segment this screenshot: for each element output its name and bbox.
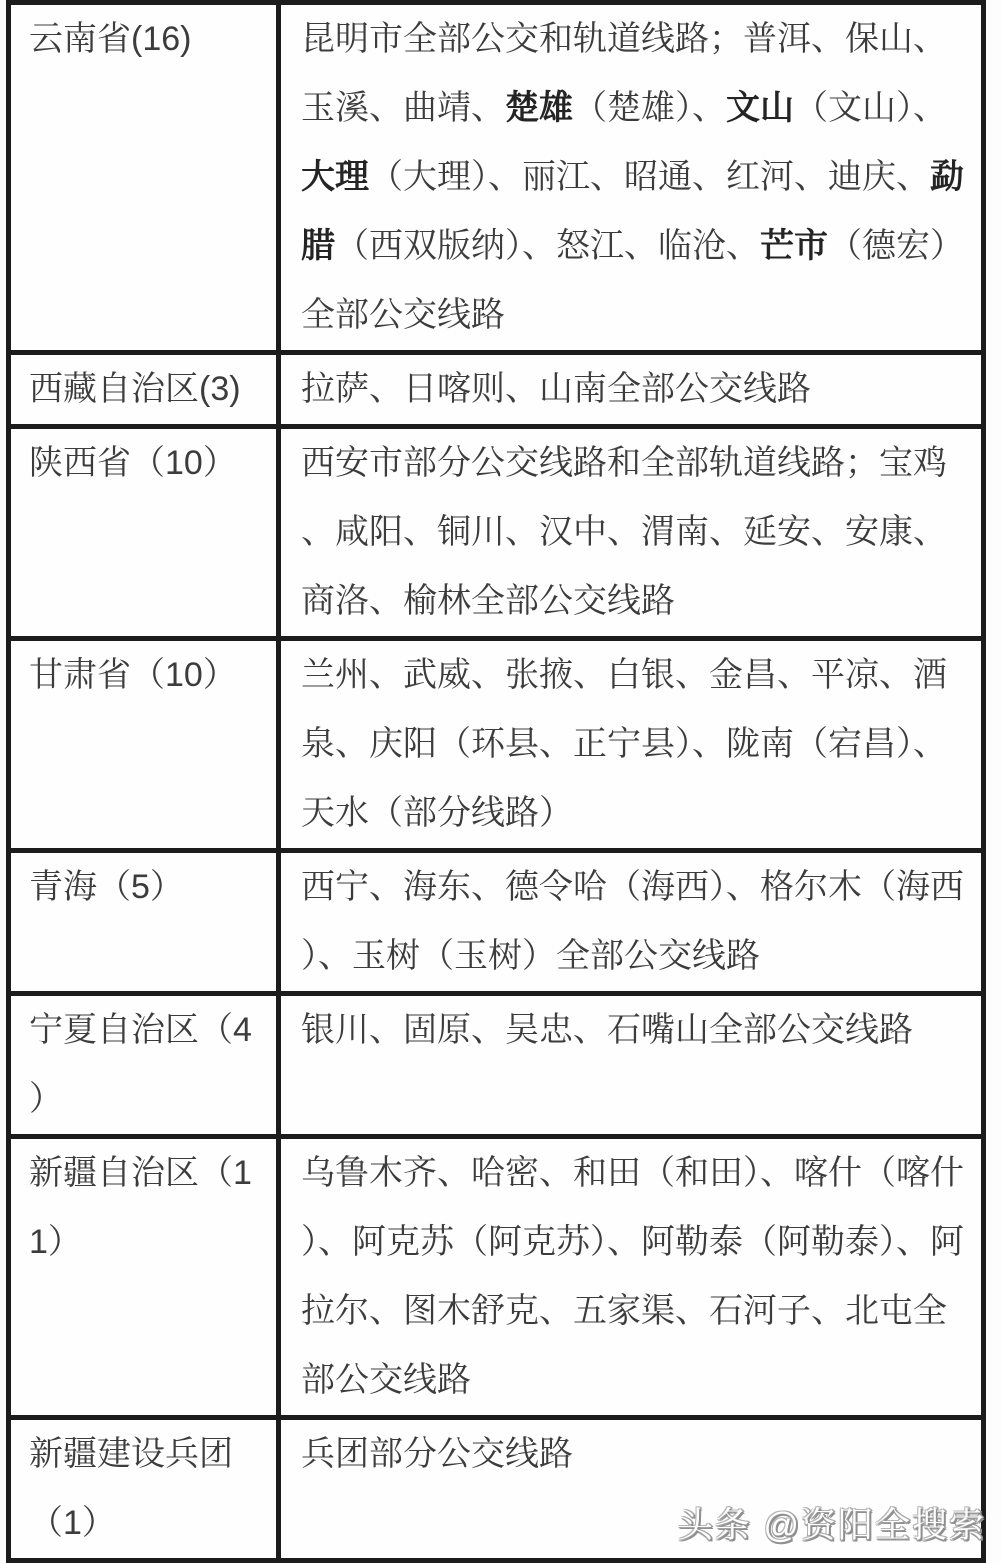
detail-text: （楚雄）、 [573, 89, 726, 127]
detail-text: 银川、固原、吴忠、石嘴山全部公交线路 [301, 1011, 913, 1049]
table-row [11, 1134, 981, 1415]
detail-text: 拉萨、日喀则、山南全部公交线路 [301, 370, 811, 408]
detail-text: 兵团部分公交线路 [301, 1435, 573, 1473]
detail-text: （文山）、 [794, 89, 947, 127]
detail-text: 乌鲁木齐、哈密、和田（和田）、喀什（喀什）、阿克苏（阿克苏）、阿勒泰（阿勒泰）、阿拉尔、图木舒克、五家渠、石河子、北屯全部公交线路 [301, 1154, 964, 1399]
province-cell: 甘肃省（10） [11, 641, 281, 848]
detail-bold-text: 文山 [726, 89, 794, 127]
table-row [11, 991, 981, 1134]
detail-cell [281, 355, 981, 424]
detail-text: 昆明市全部公交和轨道线路；普洱、保山、玉溪、曲靖、 [301, 20, 947, 127]
detail-bold-text: 大理 [301, 158, 369, 196]
province-cell: 云南省(16) [11, 5, 281, 350]
detail-bold-text: 勐腊 [301, 158, 964, 265]
detail-bold-text: 楚雄 [505, 89, 573, 127]
detail-text: （西双版纳）、怒江、临沧、 [335, 227, 760, 265]
detail-cell [281, 429, 981, 636]
detail-text: 兰州、武威、张掖、白银、金昌、平凉、酒泉、庆阳（环县、正宁县）、陇南（宕昌）、天水（部分线路） [301, 656, 947, 832]
detail-text: （德宏）全部公交线路 [301, 227, 964, 334]
table-row [11, 636, 981, 848]
province-cell: 青海（5） [11, 853, 281, 991]
provinces-coverage-table [6, 0, 986, 1563]
detail-text: （大理）、丽江、昭通、红河、迪庆、 [369, 158, 930, 196]
detail-cell [281, 5, 981, 350]
table-row [11, 848, 981, 991]
detail-text: 西宁、海东、德令哈（海西）、格尔木（海西）、玉树（玉树）全部公交线路 [301, 868, 964, 975]
province-cell: 陕西省（10） [11, 429, 281, 636]
detail-cell [281, 853, 981, 991]
table-row [11, 424, 981, 636]
province-cell: 西藏自治区(3) [11, 355, 281, 424]
detail-cell [281, 1139, 981, 1415]
detail-cell [281, 641, 981, 848]
province-cell: 新疆自治区（11） [11, 1139, 281, 1415]
province-cell: 新疆建设兵团（1） [11, 1420, 281, 1558]
table-row [11, 350, 981, 424]
detail-bold-text: 芒市 [760, 227, 828, 265]
province-cell: 宁夏自治区（4） [11, 996, 281, 1134]
watermark: 头条 @资阳全搜索 [677, 1506, 986, 1545]
detail-text: 西安市部分公交线路和全部轨道线路；宝鸡、咸阳、铜川、汉中、渭南、延安、安康、商洛、榆林全部公交线路 [301, 444, 947, 620]
table-row [11, 5, 981, 350]
detail-cell [281, 996, 981, 1134]
